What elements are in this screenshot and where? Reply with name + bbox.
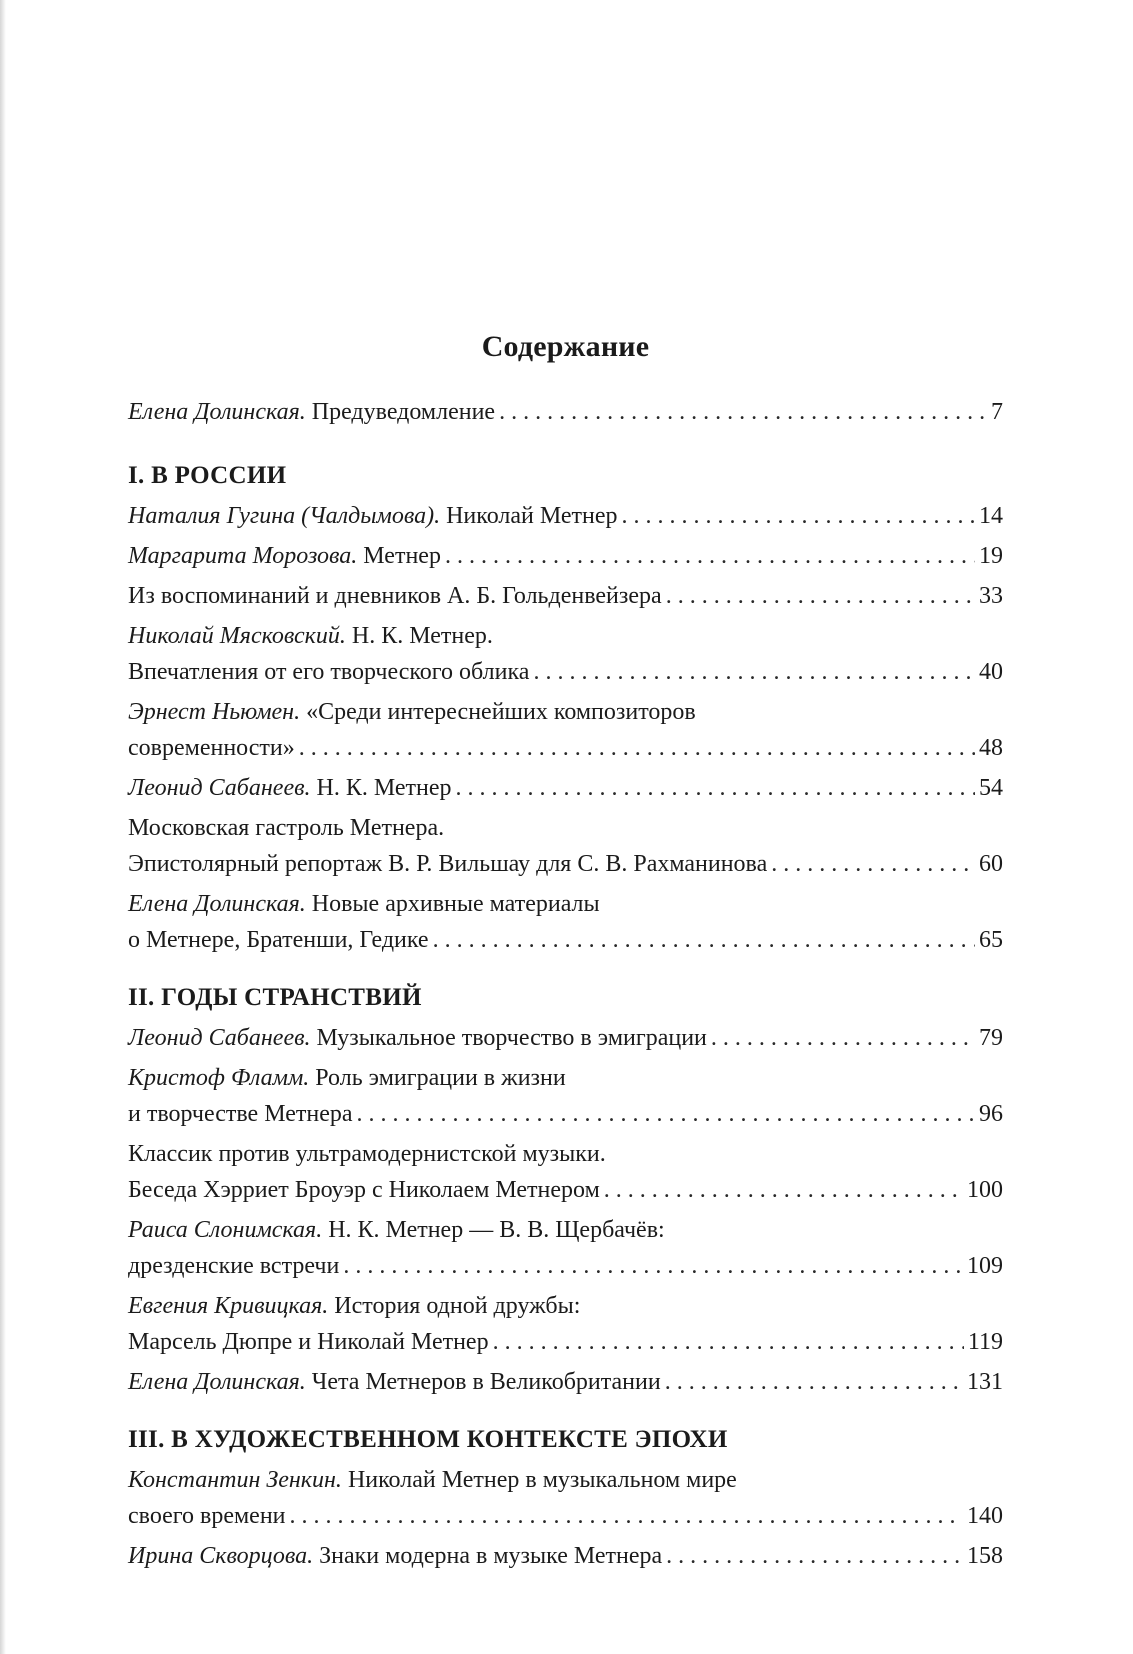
toc-entry-line (128, 394, 1003, 430)
entry-text (128, 694, 696, 730)
toc-entry-line (128, 498, 1003, 534)
entry-title: Эпистолярный репортаж В. Р. Вильшау для С. В. Рахманинова (128, 851, 768, 877)
entry-text (128, 770, 452, 806)
section-heading: I. В РОССИИ (128, 462, 287, 489)
entry-author: Евгения Кривицкая. (128, 1293, 329, 1319)
entry-text (128, 1212, 665, 1248)
toc-entry[interactable] (128, 1364, 1003, 1400)
entry-text (128, 886, 600, 922)
entry-page-number: 109 (967, 1253, 1003, 1279)
entry-page-number: 100 (967, 1177, 1003, 1203)
entry-page-number: 119 (967, 1329, 1003, 1355)
entry-author: Раиса Слонимская. (128, 1217, 323, 1243)
entry-title: Беседа Хэрриет Броуэр с Николаем Метнером (128, 1177, 600, 1203)
entry-title: Московская гастроль Метнера. (128, 815, 445, 841)
toc-entry[interactable] (128, 1538, 1003, 1574)
toc-entry[interactable] (128, 538, 1003, 574)
toc-entry[interactable] (128, 1136, 1003, 1208)
toc-entry-line (128, 1060, 1003, 1096)
dot-leader (711, 1020, 975, 1056)
entry-title: «Среди интереснейших композиторов (306, 699, 696, 725)
entry-page-number: 48 (979, 735, 1003, 761)
entry-title: Знаки модерна в музыке Метнера (319, 1543, 663, 1569)
entry-text (128, 618, 493, 654)
dot-leader (456, 770, 975, 806)
entry-page-number: 158 (967, 1543, 1003, 1569)
entry-author: Маргарита Морозова. (128, 543, 358, 569)
dot-leader (604, 1172, 963, 1208)
entry-author: Елена Долинская. (128, 1369, 306, 1395)
toc-entry[interactable] (128, 618, 1003, 690)
toc-entry-line (128, 694, 1003, 730)
entry-text (128, 538, 441, 574)
entry-title: Николай Метнер (446, 503, 618, 529)
toc-entry[interactable] (128, 1212, 1003, 1284)
entry-text (128, 846, 767, 882)
toc-entry-line (128, 1248, 1003, 1284)
entry-text (128, 1462, 737, 1498)
dot-leader (666, 1538, 963, 1574)
entry-title: Н. К. Метнер — В. В. Щербачёв: (328, 1217, 665, 1243)
entry-page-number: 7 (991, 399, 1003, 425)
entry-text (128, 810, 444, 846)
toc-entry-line (128, 1136, 1003, 1172)
entry-text (128, 1020, 707, 1056)
entry-title: и творчестве Метнера (128, 1101, 353, 1127)
toc-entry[interactable] (128, 498, 1003, 534)
dot-leader (499, 394, 987, 430)
toc-entry-line (128, 538, 1003, 574)
entry-text (128, 394, 495, 430)
dot-leader (771, 846, 975, 882)
entry-page-number: 140 (967, 1503, 1003, 1529)
entry-text (128, 498, 618, 534)
entry-page-number: 54 (979, 775, 1003, 801)
dot-leader (445, 538, 975, 574)
entry-title: Новые архивные материалы (311, 891, 600, 917)
entry-page-number: 65 (979, 927, 1003, 953)
entry-title: Предуведомление (311, 399, 496, 425)
entry-page-number: 60 (979, 851, 1003, 877)
entry-page-number: 79 (979, 1025, 1003, 1051)
toc-entry-line (128, 654, 1003, 690)
entry-title: История одной дружбы: (334, 1293, 581, 1319)
toc-entry-line (128, 1212, 1003, 1248)
toc-entry[interactable] (128, 394, 1003, 430)
entry-text (128, 922, 429, 958)
entry-title: Марсель Дюпре и Николай Метнер (128, 1329, 489, 1355)
toc-entry-line (128, 1324, 1003, 1360)
toc-entry-line (128, 886, 1003, 922)
entry-text (128, 1498, 286, 1534)
entry-text (128, 1060, 566, 1096)
entry-author: Леонид Сабанеев. (128, 1025, 311, 1051)
entry-title: дрезденские встречи (128, 1253, 340, 1279)
entry-page-number: 33 (979, 583, 1003, 609)
entry-text (128, 654, 529, 690)
entry-title: Впечатления от его творческого облика (128, 659, 530, 685)
entry-title: Чета Метнеров в Великобритании (311, 1369, 661, 1395)
toc-entry-line (128, 810, 1003, 846)
entry-title: Роль эмиграции в жизни (315, 1065, 566, 1091)
entry-author: Эрнест Ньюмен. (128, 699, 301, 725)
entry-page-number: 96 (979, 1101, 1003, 1127)
table-of-contents (128, 330, 1003, 1578)
entry-title: своего времени (128, 1503, 286, 1529)
toc-entry-line (128, 1172, 1003, 1208)
entry-text (128, 1324, 489, 1360)
dot-leader (299, 730, 975, 766)
entry-title: Николай Метнер в музыкальном мире (347, 1467, 737, 1493)
entry-author: Леонид Сабанеев. (128, 775, 311, 801)
entry-text (128, 578, 662, 614)
toc-entry-line (128, 618, 1003, 654)
toc-entry-line (128, 922, 1003, 958)
entry-title: о Метнере, Братенши, Гедике (128, 927, 429, 953)
toc-entry-line (128, 1538, 1003, 1574)
section-heading: III. В ХУДОЖЕСТВЕННОМ КОНТЕКСТЕ ЭПОХИ (128, 1426, 728, 1453)
dot-leader (493, 1324, 964, 1360)
dot-leader (290, 1498, 963, 1534)
toc-entry[interactable] (128, 1060, 1003, 1132)
entry-title: Из воспоминаний и дневников А. Б. Гольденвейзера (128, 583, 662, 609)
entry-title: Метнер (363, 543, 441, 569)
entry-title: Классик против ультрамодернистской музыки. (128, 1141, 606, 1167)
entry-page-number: 131 (967, 1369, 1003, 1395)
toc-entry-line (128, 578, 1003, 614)
entry-page-number: 19 (979, 543, 1003, 569)
entry-author: Николай Мясковский. (128, 623, 346, 649)
toc-entry-line (128, 730, 1003, 766)
dot-leader (622, 498, 975, 534)
toc-entry-line (128, 1462, 1003, 1498)
entry-author: Константин Зенкин. (128, 1467, 342, 1493)
toc-entry-line (128, 1020, 1003, 1056)
dot-leader (433, 922, 975, 958)
dot-leader (533, 654, 975, 690)
toc-entry[interactable] (128, 1020, 1003, 1056)
dot-leader (666, 578, 975, 614)
toc-entry[interactable] (128, 578, 1003, 614)
toc-entry-line (128, 1288, 1003, 1324)
entry-author: Елена Долинская. (128, 399, 306, 425)
toc-entry-line (128, 1364, 1003, 1400)
entry-author: Ирина Скворцова. (128, 1543, 314, 1569)
page-title: Содержание (481, 330, 650, 363)
entry-author: Наталия Гугина (Чалдымова). (128, 503, 441, 529)
entry-text (128, 1136, 606, 1172)
toc-entry-line (128, 846, 1003, 882)
entry-text (128, 1288, 580, 1324)
entry-title: Музыкальное творчество в эмиграции (316, 1025, 707, 1051)
entry-title: Н. К. Метнер (316, 775, 452, 801)
entry-title: Н. К. Метнер. (351, 623, 493, 649)
toc-entry-line (128, 1498, 1003, 1534)
entry-text (128, 1172, 600, 1208)
entry-author: Кристоф Фламм. (128, 1065, 310, 1091)
page-edge-shadow (0, 0, 6, 1654)
toc-entry[interactable] (128, 810, 1003, 882)
dot-leader (343, 1248, 963, 1284)
toc-body (128, 394, 1003, 1574)
entry-page-number: 14 (979, 503, 1003, 529)
toc-entry-line (128, 1096, 1003, 1132)
entry-text (128, 1538, 662, 1574)
dot-leader (665, 1364, 963, 1400)
toc-entry[interactable] (128, 886, 1003, 958)
entry-author: Елена Долинская. (128, 891, 306, 917)
section-heading: II. ГОДЫ СТРАНСТВИЙ (128, 984, 422, 1011)
toc-entry[interactable] (128, 1288, 1003, 1360)
toc-entry-line (128, 770, 1003, 806)
dot-leader (357, 1096, 975, 1132)
toc-entry[interactable] (128, 694, 1003, 766)
entry-text (128, 1096, 353, 1132)
entry-text (128, 1364, 661, 1400)
entry-text (128, 730, 295, 766)
entry-text (128, 1248, 339, 1284)
entry-page-number: 40 (979, 659, 1003, 685)
toc-entry[interactable] (128, 770, 1003, 806)
toc-entry[interactable] (128, 1462, 1003, 1534)
entry-title: современности» (128, 735, 295, 761)
